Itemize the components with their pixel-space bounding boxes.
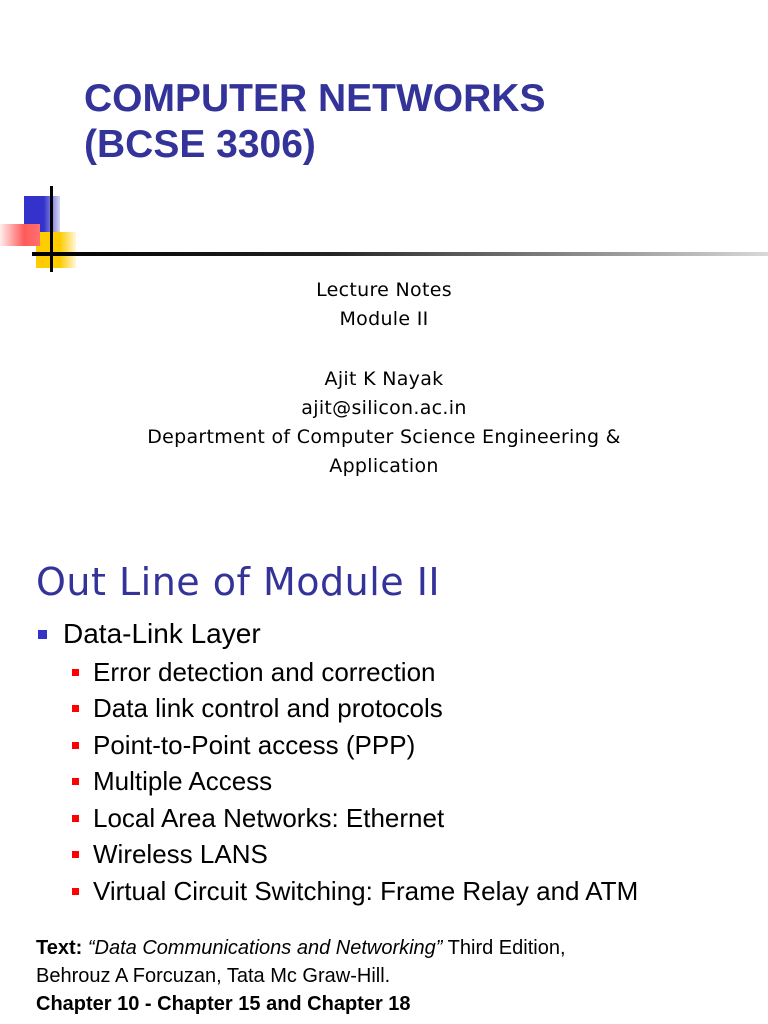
square-bullet-icon	[72, 888, 79, 895]
department-line-2: Application	[329, 455, 439, 477]
chapters-text: Chapter 10 - Chapter 15 and Chapter 18	[36, 993, 411, 1015]
module-label: Module II	[339, 308, 429, 330]
lecture-notes-label: Lecture Notes	[316, 279, 452, 301]
square-bullet-icon	[72, 705, 79, 712]
author-email: ajit@silicon.ac.in	[301, 397, 467, 419]
vertical-rule	[50, 186, 53, 272]
list-item	[72, 764, 638, 801]
square-bullet-icon	[72, 742, 79, 749]
reference-author-publisher: Behrouz A Forcuzan, Tata Mc Graw-Hill.	[36, 965, 391, 987]
book-title: “Data Communications and Networking”	[87, 937, 443, 959]
lecture-info	[0, 276, 768, 334]
author-name: Ajit K Nayak	[324, 368, 444, 390]
subtopic-label: Point-to-Point access (PPP)	[93, 729, 416, 760]
yellow-square-decoration	[36, 232, 76, 268]
outline-heading: Out Line of Module II	[36, 560, 441, 604]
author-info	[0, 365, 768, 481]
subtopic-label: Virtual Circuit Switching: Frame Relay and ATM	[93, 875, 639, 906]
book-edition: Third Edition,	[442, 937, 566, 959]
square-bullet-icon	[72, 851, 79, 858]
subtopic-label: Local Area Networks: Ethernet	[93, 802, 445, 833]
outline-topic	[38, 614, 261, 654]
red-bar-decoration	[0, 224, 40, 246]
subtopic-list	[72, 654, 638, 910]
list-item	[72, 800, 638, 837]
list-item	[72, 727, 638, 764]
reference-label: Text:	[36, 937, 83, 959]
list-item	[72, 873, 638, 910]
horizontal-rule	[32, 252, 768, 256]
title-line-1: COMPUTER NETWORKS	[84, 77, 546, 120]
subtopic-label: Multiple Access	[93, 766, 273, 797]
textbook-reference	[36, 934, 756, 1018]
subtopic-label: Error detection and correction	[93, 656, 436, 687]
list-item	[72, 691, 638, 728]
title-line-2: (BCSE 3306)	[84, 123, 316, 166]
subtopic-label: Data link control and protocols	[93, 693, 443, 724]
subtopic-label: Wireless LANS	[93, 839, 268, 870]
square-bullet-icon	[38, 630, 47, 639]
reference-chapters	[36, 990, 756, 1018]
square-bullet-icon	[72, 669, 79, 676]
list-item	[72, 654, 638, 691]
page-title	[84, 76, 546, 168]
outline-topic-label: Data-Link Layer	[63, 618, 261, 649]
reference-line-1	[36, 934, 756, 962]
department-line-1: Department of Computer Science Engineering &	[147, 426, 621, 448]
decorative-header-graphic	[0, 186, 768, 272]
list-item	[72, 837, 638, 874]
square-bullet-icon	[72, 778, 79, 785]
square-bullet-icon	[72, 815, 79, 822]
